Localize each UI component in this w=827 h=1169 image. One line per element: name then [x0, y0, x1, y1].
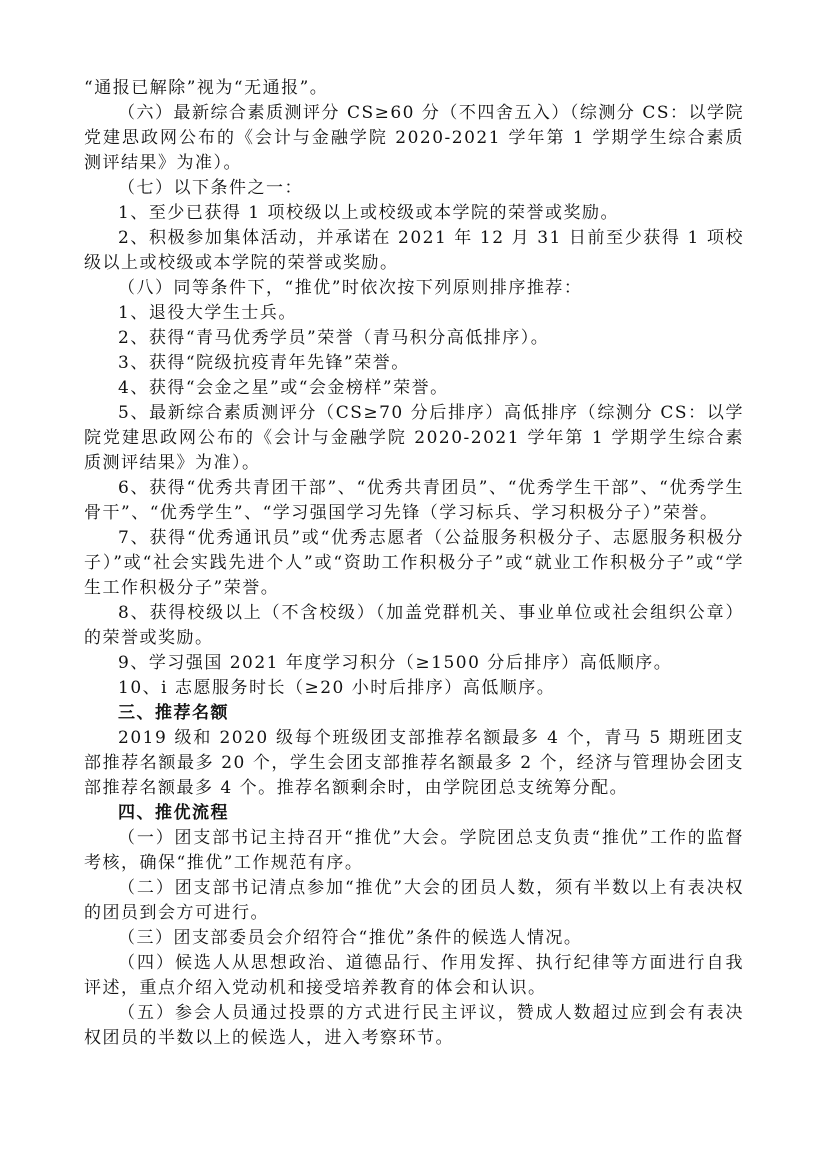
paragraph-process-2: （二）团支部书记清点参加“推优”大会的团员人数，须有半数以上有表决权的团员到会方可进行。 [84, 878, 744, 923]
paragraph-ranking-5: 5、最新综合素质测评分（CS≥70 分后排序）高低排序（综测分 CS：以学院党建思政网公布的《会计与金融学院 2020-2021 学年第 1 学期学生综合素质测评结果》为准）。 [84, 403, 744, 473]
paragraph-ranking-10: 10、i 志愿服务时长（≥20 小时后排序）高低顺序。 [118, 678, 556, 698]
paragraph-ranking-8: 8、获得校级以上（不含校级）（加盖党群机关、事业单位或社会组织公章）的荣誉或奖励。 [84, 603, 744, 648]
paragraph-ranking-3: 3、获得“院级抗疫青年先锋”荣誉。 [118, 353, 410, 373]
paragraph-criterion-7-item-2: 2、积极参加集体活动，并承诺在 2021 年 12 月 31 日前至少获得 1 项校级以上或校级或本学院的荣誉或奖励。 [84, 228, 744, 273]
paragraph-ranking-4: 4、获得“会金之星”或“会金榜样”荣誉。 [118, 378, 449, 398]
paragraph-continuation: “通报已解除”视为“无通报”。 [84, 78, 329, 98]
paragraph-criterion-8: （八）同等条件下，“推优”时依次按下列原则排序推荐： [118, 278, 583, 298]
paragraph-criterion-7: （七）以下条件之一： [118, 178, 303, 198]
paragraph-process-1: （一）团支部书记主持召开“推优”大会。学院团总支负责“推优”工作的监督考核，确保“推优”工作规范有序。 [84, 828, 744, 873]
paragraph-ranking-9: 9、学习强国 2021 年度学习积分（≥1500 分后排序）高低顺序。 [118, 653, 673, 673]
paragraph-process-4: （四）候选人从思想政治、道德品行、作用发挥、执行纪律等方面进行自我评述，重点介绍入党动机和接受培养教育的体会和认识。 [84, 953, 744, 998]
paragraph-quota: 2019 级和 2020 级每个班级团支部推荐名额最多 4 个，青马 5 期班团支部推荐名额最多 20 个，学生会团支部推荐名额最多 2 个，经济与管理协会团支部推荐名额最多 4 个。推荐名额剩余时，由学院团总支统筹分配。 [84, 728, 744, 798]
paragraph-ranking-6: 6、获得“优秀共青团干部”、“优秀共青团员”、“优秀学生干部”、“优秀学生骨干”、“优秀学生”、“学习强国学习先锋（学习标兵、学习积极分子）”荣誉。 [84, 478, 744, 523]
paragraph-ranking-7: 7、获得“优秀通讯员”或“优秀志愿者（公益服务积极分子、志愿服务积极分子）”或“社会实践先进个人”或“资助工作积极分子”或“就业工作积极分子”或“学生工作积极分子”荣誉。 [84, 528, 744, 598]
document-body [84, 76, 744, 1051]
paragraph-process-5: （五）参会人员通过投票的方式进行民主评议，赞成人数超过应到会有表决权团员的半数以上的候选人，进入考察环节。 [84, 1003, 744, 1048]
section-heading-process: 四、推优流程 [118, 803, 229, 823]
paragraph-criterion-6: （六）最新综合素质测评分 CS≥60 分（不四舍五入）（综测分 CS：以学院党建思政网公布的《会计与金融学院 2020-2021 学年第 1 学期学生综合素质测评结果》为准）。 [84, 103, 744, 173]
paragraph-process-3: （三）团支部委员会介绍符合“推优”条件的候选人情况。 [118, 928, 583, 948]
paragraph-criterion-7-item-1: 1、至少已获得 1 项校级以上或校级或本学院的荣誉或奖励。 [118, 203, 619, 223]
paragraph-ranking-2: 2、获得“青马优秀学员”荣誉（青马积分高低排序）。 [118, 328, 550, 348]
paragraph-ranking-1: 1、退役大学生士兵。 [118, 303, 297, 323]
section-heading-quota: 三、推荐名额 [118, 703, 229, 723]
